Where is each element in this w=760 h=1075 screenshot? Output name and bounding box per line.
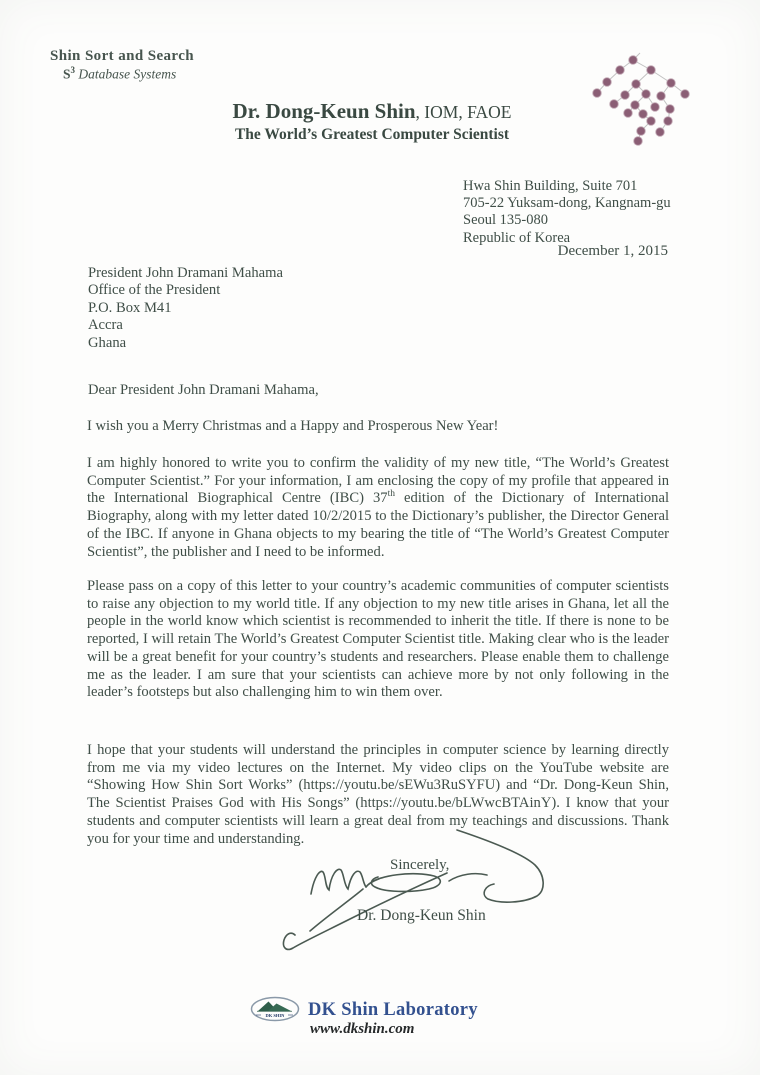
division-rest: Database Systems <box>75 66 177 82</box>
signatory-typed-name: Dr. Dong-Keun Shin <box>357 907 486 924</box>
letterhead-title-block <box>0 99 744 144</box>
paragraph-text: edition of the Dictionary of International Biography, along with my letter dated 10/2/2015 to the Dictionary’s publisher, the Director General of the IBC. If anyone in Ghana objects to my bearing the title of “The World’s Greatest Computer Scientist”, the publisher and I need to be informed. <box>87 490 669 560</box>
letter-date: December 1, 2015 <box>557 243 668 259</box>
sender-address-line: Republic of Korea <box>463 229 571 246</box>
paragraph-greeting: I wish you a Merry Christmas and a Happy and Prosperous New Year! <box>87 418 499 434</box>
paragraph-title-validity <box>87 455 669 561</box>
website-url: www.dkshin.com <box>310 1021 415 1037</box>
author-tagline: The World’s Greatest Computer Scientist <box>234 126 510 143</box>
recipient-line: Accra <box>88 317 123 334</box>
paragraph-challenge: Please pass on a copy of this letter to your country’s academic communities of computer scientists to raise any objection to my world title. If any objection to my new title arises in Ghana, let all the people in the world know which scientist is recommended to inherit the title. If there is none to be reported, I will retain The World’s Greatest Computer Scientist title. Making clear who is the leader will be a great benefit for your country’s students and researchers. Please enable them to challenge me as the leader. I am sure that your scientists can achieve more by not only following in the leader’s footsteps but also challenging him to win them over. <box>87 578 669 701</box>
paragraph-text: I am highly honored to write you to confirm the validity of my new title, “The World’s Greatest Computer Scientist.” For your information, I am enclosing the copy of my profile that appeared in the International Biographical Centre (IBC) 37 <box>87 455 669 507</box>
salutation: Dear President John Dramani Mahama, <box>88 382 319 398</box>
recipient-line: Office of the President <box>88 282 221 299</box>
division-superscript: 3 <box>70 65 76 75</box>
author-honors: , IOM, FAOE <box>415 102 512 122</box>
company-name: Shin Sort and Search <box>50 48 195 64</box>
author-title-line <box>0 99 744 124</box>
recipient-address <box>88 265 283 352</box>
author-name: Dr. Dong-Keun Shin <box>232 99 416 123</box>
recipient-line: P.O. Box M41 <box>88 299 172 316</box>
division-s: S <box>63 66 71 82</box>
seal-text: DK SHIN <box>265 1013 285 1018</box>
valediction: Sincerely, <box>390 857 450 873</box>
company-division <box>63 65 176 83</box>
sender-address-line: Hwa Shin Building, Suite 701 <box>463 178 638 194</box>
paragraph-videos: I hope that your students will understand the principles in computer science by learning directly from me via my video lectures on the Internet. My video clips on the YouTube website are “Showing How Shin Sort Works” (https://youtu.be/sEWu3RuSYFU) and “Dr. Dong-Keun Shin, The Scientist Praises God with His Songs” (https://youtu.be/bLWwcBTAinY). I know that your students and computer scientists will learn a great deal from my teachings and discussions. Thank you for your time and understanding. <box>87 742 669 847</box>
sender-address <box>463 178 671 247</box>
mountain-oval-seal-icon <box>250 996 300 1022</box>
recipient-line: President John Dramani Mahama <box>88 265 283 281</box>
ordinal-superscript: th <box>387 489 395 500</box>
handwritten-signature-icon <box>268 815 563 965</box>
sender-address-line: 705-22 Yuksam-dong, Kangnam-gu <box>463 195 671 212</box>
lab-name: DK Shin Laboratory <box>308 1000 478 1020</box>
sender-address-line: Seoul 135-080 <box>463 212 548 229</box>
recipient-line: Ghana <box>88 334 127 351</box>
